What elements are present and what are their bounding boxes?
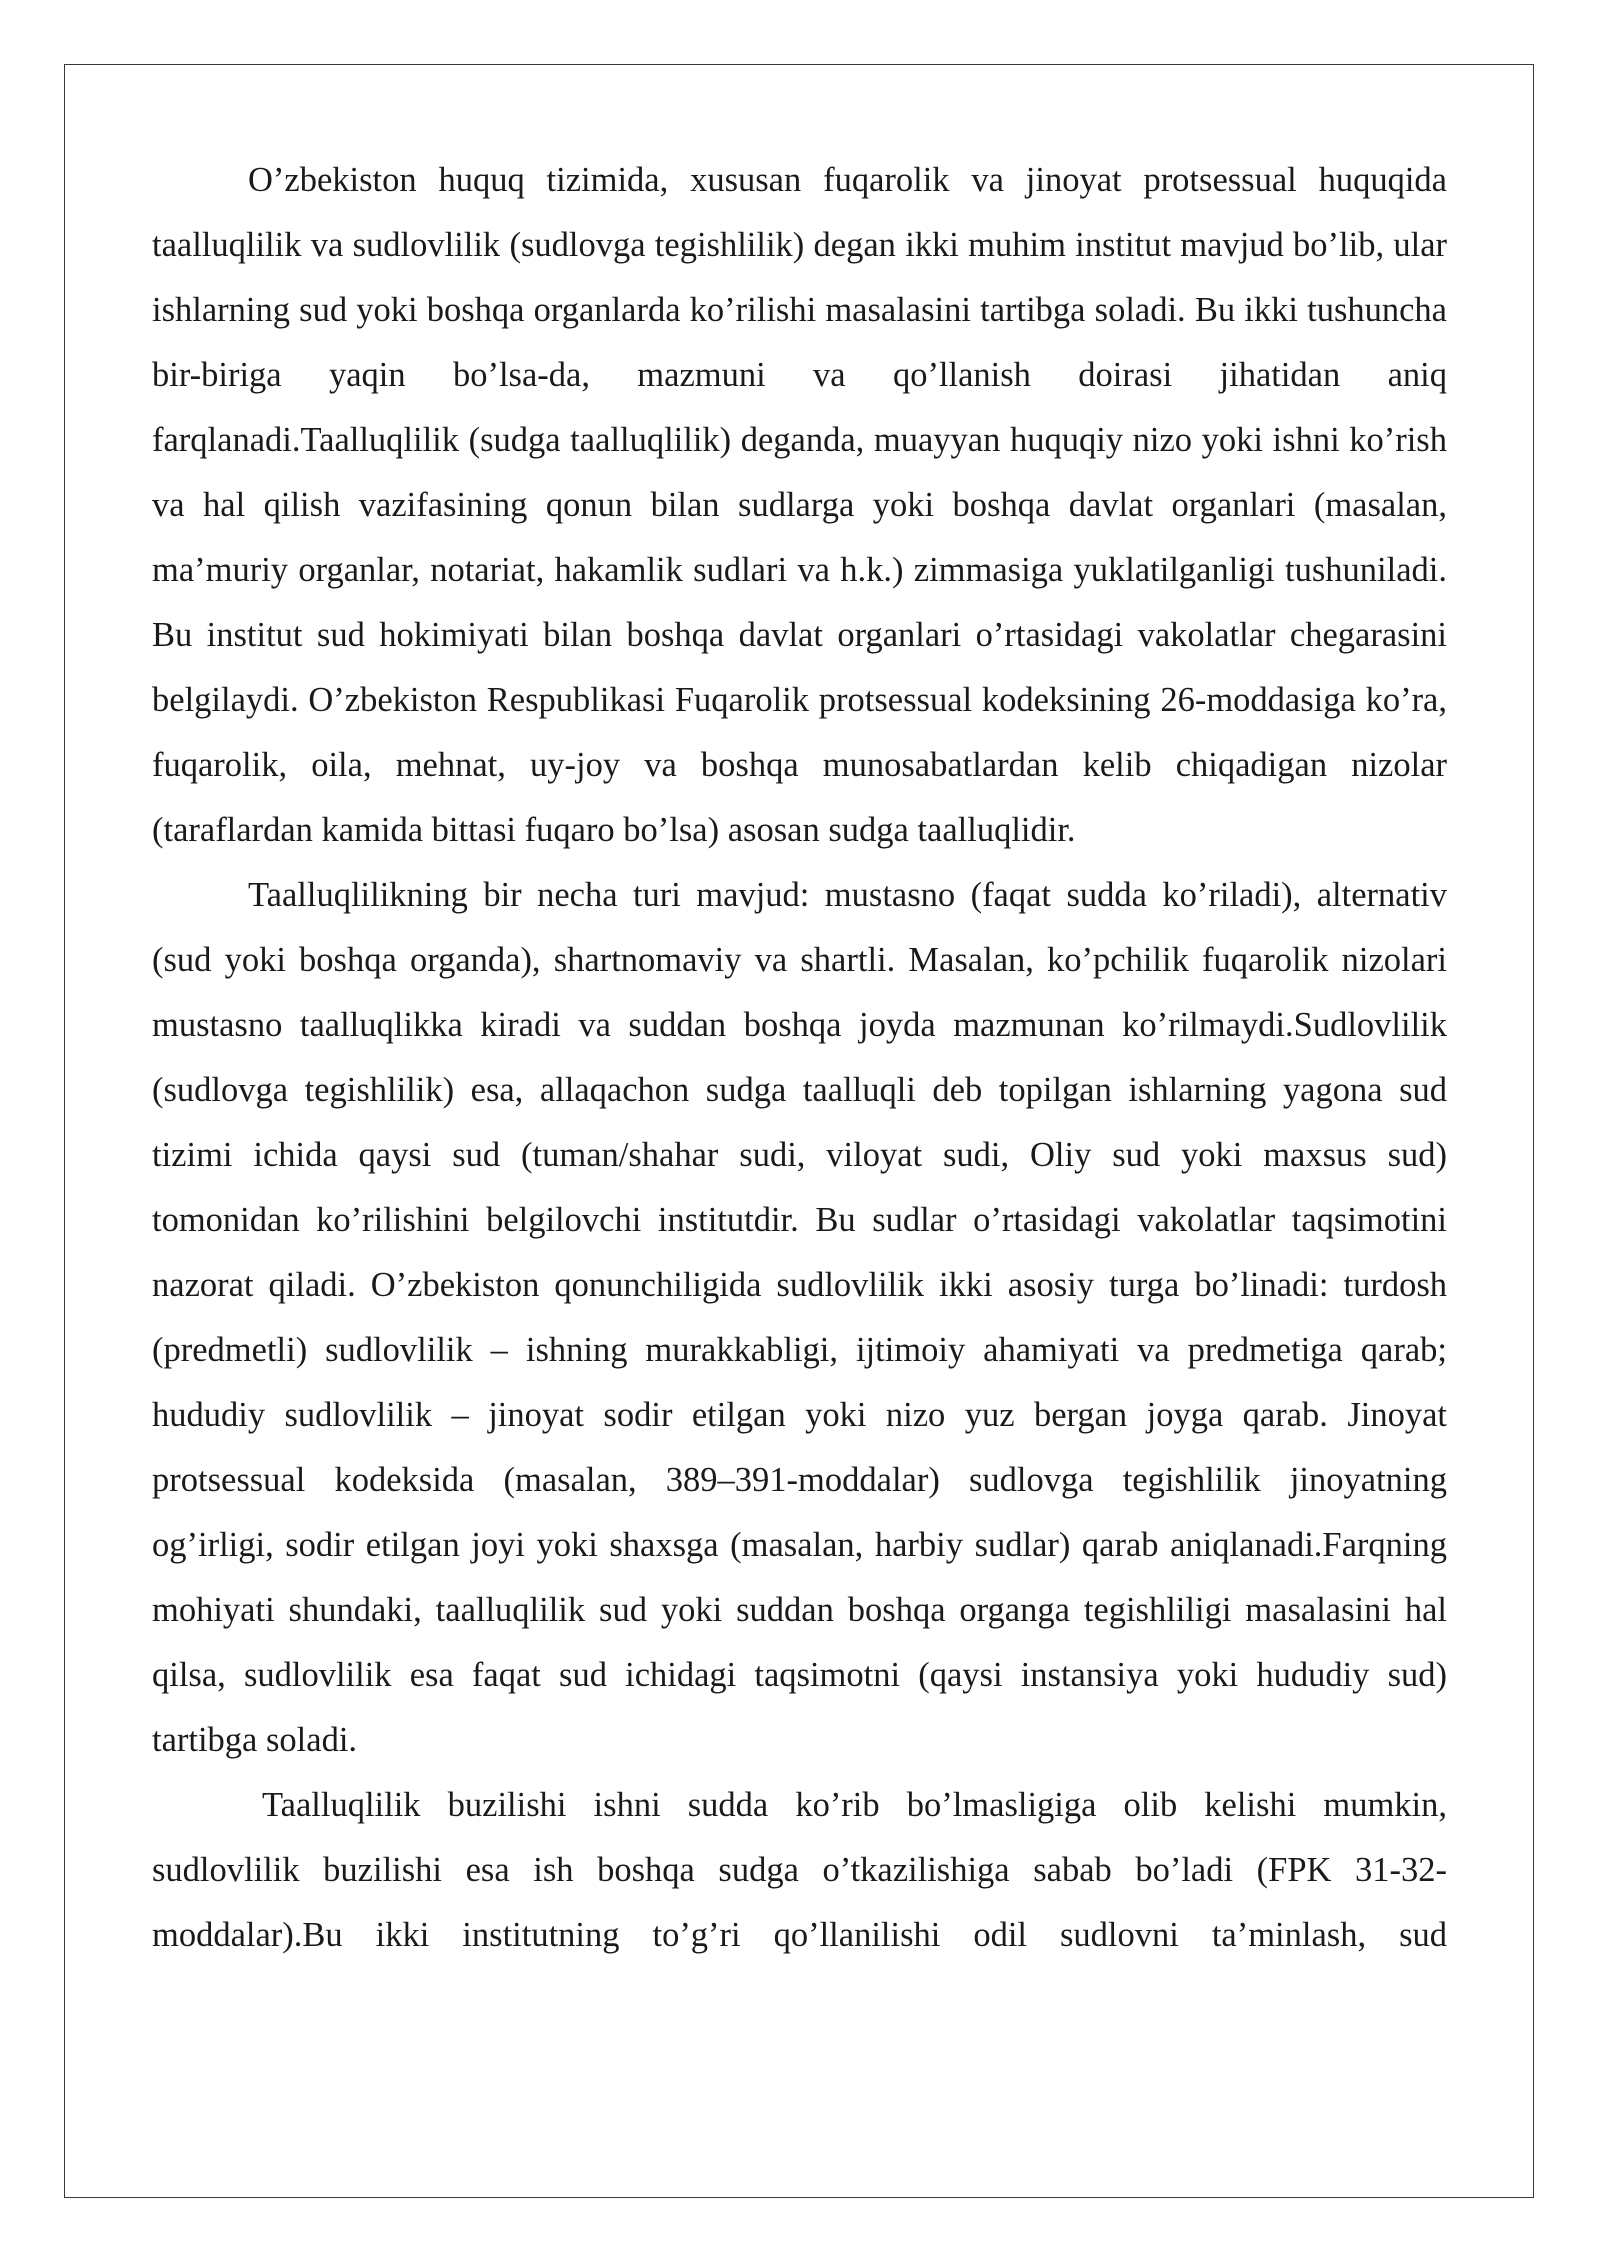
document-body bbox=[152, 148, 1447, 1968]
paragraph-2: Taalluqlilikning bir necha turi mavjud: mustasno (faqat sudda ko’riladi), alternativ (sud yoki boshqa organda), shartnomaviy va shartli. Masalan, ko’pchilik fuqarolik nizolari mustasno taalluqlikka kiradi va suddan boshqa joyda mazmunan ko’rilmaydi.Sudlovlilik (sudlovga tegishlilik) esa, allaqachon sudga taalluqli deb topilgan ishlarning yagona sud tizimi ichida qaysi sud (tuman/shahar sudi, viloyat sudi, Oliy sud yoki maxsus sud) tomonidan ko’rilishini belgilovchi institutdir. Bu sudlar o’rtasidagi vakolatlar taqsimotini nazorat qiladi. O’zbekiston qonunchiligida sudlovlilik ikki asosiy turga bo’linadi: turdosh (predmetli) sudlovlilik – ishning murakkabligi, ijtimoiy ahamiyati va predmetiga qarab; hududiy sudlovlilik – jinoyat sodir etilgan yoki nizo yuz bergan joyga qarab. Jinoyat protsessual kodeksida (masalan, 389–391-moddalar) sudlovga tegishlilik jinoyatning og’irligi, sodir etilgan joyi yoki shaxsga (masalan, harbiy sudlar) qarab aniqlanadi.Farqning mohiyati shundaki, taalluqlilik sud yoki suddan boshqa organga tegishliligi masalasini hal qilsa, sudlovlilik esa faqat sud ichidagi taqsimotni (qaysi instansiya yoki hududiy sud) tartibga soladi. bbox=[152, 876, 1447, 1759]
paragraph-1: O’zbekiston huquq tizimida, xususan fuqarolik va jinoyat protsessual huquqida taalluqlilik va sudlovlilik (sudlovga tegishlilik) degan ikki muhim institut mavjud bo’lib, ular ishlarning sud yoki boshqa organlarda ko’rilishi masalasini tartibga soladi. Bu ikki tushuncha bir-biriga yaqin bo’lsa-da, mazmuni va qo’llanish doirasi jihatidan aniq farqlanadi.Taalluqlilik (sudga taalluqlilik) deganda, muayyan huquqiy nizo yoki ishni ko’rish va hal qilish vazifasining qonun bilan sudlarga yoki boshqa davlat organlari (masalan, ma’muriy organlar, notariat, hakamlik sudlari va h.k.) zimmasiga yuklatilganligi tushuniladi. Bu institut sud hokimiyati bilan boshqa davlat organlari o’rtasidagi vakolatlar chegarasini belgilaydi. O’zbekiston Respublikasi Fuqarolik protsessual kodeksining 26-moddasiga ko’ra, fuqarolik, oila, mehnat, uy-joy va boshqa munosabatlardan kelib chiqadigan nizolar (taraflardan kamida bittasi fuqaro bo’lsa) asosan sudga taalluqlidir. bbox=[152, 161, 1447, 849]
paragraph-3: Taalluqlilik buzilishi ishni sudda ko’rib bo’lmasligiga olib kelishi mumkin, sudlovlilik buzilishi esa ish boshqa sudga o’tkazilishiga sabab bo’ladi (FPK 31-32-moddalar).Bu ikki institutning to’g’ri qo’llanilishi odil sudlovni ta’minlash, sud bbox=[152, 1786, 1447, 1954]
